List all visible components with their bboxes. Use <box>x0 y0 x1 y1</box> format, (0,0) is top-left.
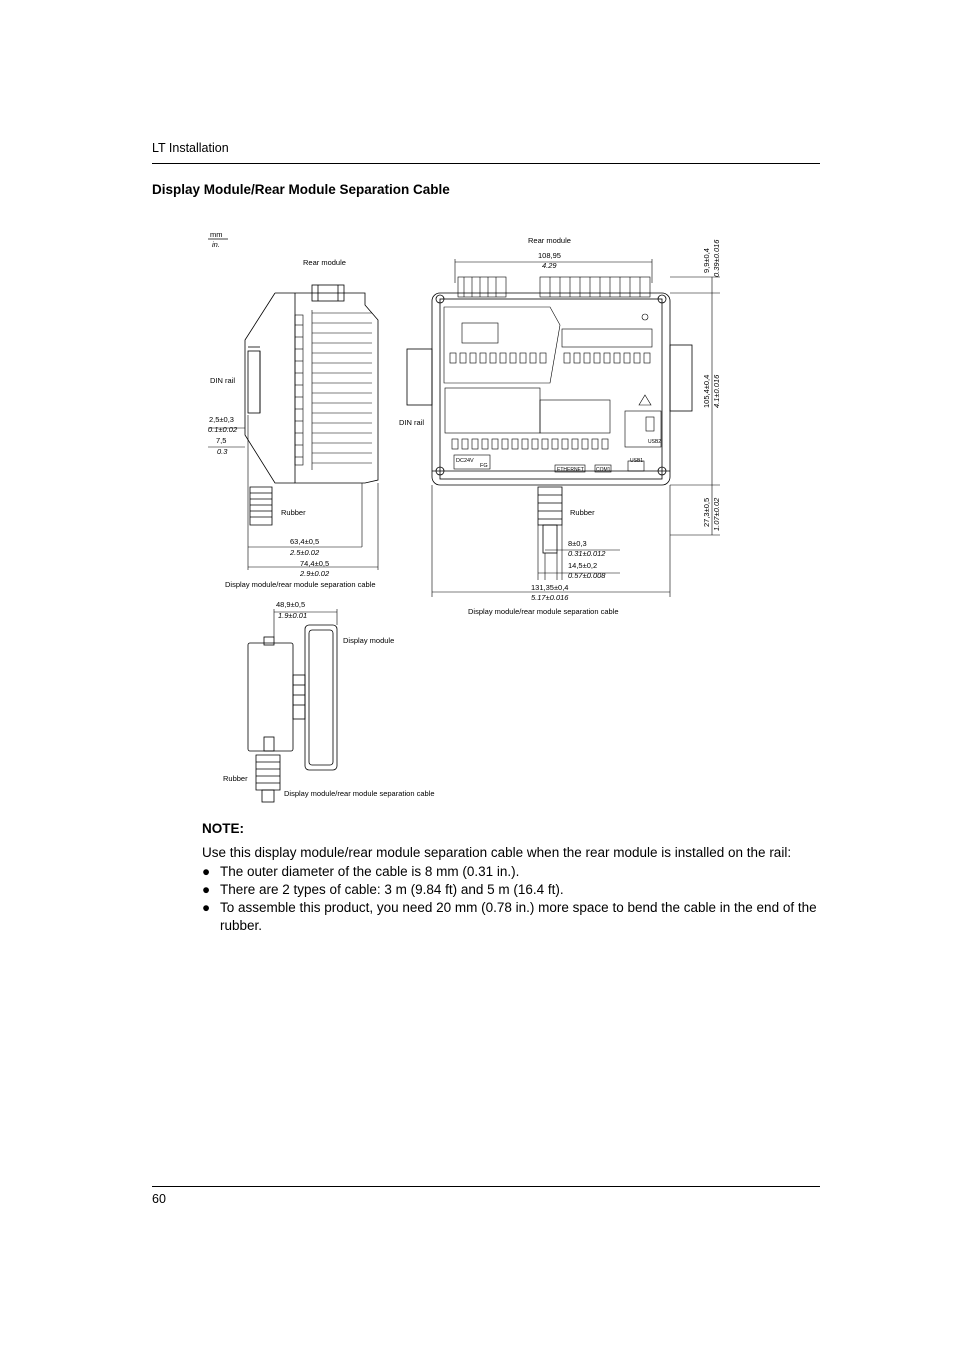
front-view-terminals <box>458 277 650 297</box>
footer-rule <box>152 1186 820 1187</box>
bullet-icon: ● <box>202 882 211 897</box>
list-item <box>202 881 822 899</box>
side-rubber-label: Rubber <box>281 508 306 517</box>
side-view-rubber <box>250 487 272 525</box>
section-heading: Display Module/Rear Module Separation Cable <box>152 182 450 197</box>
front-cable-in: 0.31±0.012 <box>568 549 606 558</box>
port-usb2-label: USB2 <box>648 439 662 445</box>
front-view-vents <box>444 307 661 472</box>
note-intro: Use this display module/rear module separation cable when the rear module is installed on the rail: <box>202 845 792 860</box>
bottom-rubber-label: Rubber <box>223 774 248 783</box>
list-item-text: There are 2 types of cable: 3 m (9.84 ft) and 5 m (16.4 ft). <box>220 882 564 897</box>
front-width-mm: 108,95 <box>538 251 561 260</box>
side-din-rail-label: DIN rail <box>210 376 236 385</box>
bottom-display-module-label: Display module <box>343 636 395 645</box>
front-din-rail-label: DIN rail <box>399 418 425 427</box>
front-height-mm: 105,4±0,4 <box>702 374 711 408</box>
front-top-in: 0.39±0.016 <box>712 239 721 277</box>
bottom-caption: Display module/rear module separation cable <box>284 789 435 798</box>
side-dim1-in: 0.1±0.02 <box>208 425 238 434</box>
header-rule <box>152 163 820 164</box>
front-height-in: 4.1±0.016 <box>712 374 721 408</box>
side-dim3-mm: 63,4±0,5 <box>290 537 320 546</box>
front-top-mm: 9,9±0,4 <box>702 248 711 273</box>
unit-in-label: in. <box>212 240 220 249</box>
dimension-drawing-svg <box>200 225 740 805</box>
port-ethernet-label: ETHERNET <box>557 467 584 473</box>
front-view-outline <box>407 293 692 485</box>
note-list <box>202 863 822 935</box>
front-width-in: 4.29 <box>542 261 557 270</box>
side-rear-module-label: Rear module <box>303 258 346 267</box>
side-dim4-mm: 74,4±0,5 <box>300 559 330 568</box>
bottom-dim-in: 1.9±0.01 <box>278 611 308 620</box>
bullet-icon: ● <box>202 864 211 879</box>
unit-mm-label: mm <box>210 230 223 239</box>
front-cable-mm: 8±0,3 <box>568 539 587 548</box>
front-caption: Display module/rear module separation cable <box>468 607 619 616</box>
front-total-mm: 131,35±0,4 <box>531 583 569 592</box>
front-rubber-mm: 14,5±0,2 <box>568 561 598 570</box>
list-item <box>202 863 822 881</box>
bottom-view-rubber <box>256 755 280 802</box>
note-heading: NOTE: <box>202 821 244 836</box>
front-rubber-in: 0.57±0.008 <box>568 571 606 580</box>
page-number: 60 <box>152 1192 166 1206</box>
running-header: LT Installation <box>152 141 229 155</box>
side-dim1-mm: 2,5±0,3 <box>209 415 234 424</box>
side-view-dimension-lines <box>208 415 378 570</box>
dimension-drawing <box>200 225 740 805</box>
front-rear-module-label: Rear module <box>528 236 571 245</box>
side-dim2-mm: 7,5 <box>216 436 227 445</box>
bottom-dim-mm: 48,9±0,5 <box>276 600 306 609</box>
port-com1-label: COM1 <box>596 467 611 473</box>
side-caption: Display module/rear module separation cable <box>225 580 376 589</box>
bullet-icon: ● <box>202 900 211 915</box>
list-item-text: To assemble this product, you need 20 mm (0.78 in.) more space to bend the cable in the end of the rubber. <box>220 900 817 933</box>
front-bottom-in: 1.07±0.02 <box>712 497 721 531</box>
port-usb1-label: USB1 <box>630 458 644 464</box>
front-bottom-mm: 27,3±0,5 <box>702 497 711 527</box>
side-view-fins <box>295 310 372 470</box>
side-dim3-in: 2.5±0.02 <box>290 548 320 557</box>
port-dc-label: DC24V <box>456 458 474 464</box>
front-total-in: 5.17±0.016 <box>531 593 569 602</box>
front-rubber-label: Rubber <box>570 508 595 517</box>
side-dim2-in: 0.3 <box>217 447 228 456</box>
bottom-view-outline <box>248 625 337 770</box>
side-dim4-in: 2.9±0.02 <box>300 569 330 578</box>
list-item <box>202 899 822 935</box>
port-fg-label: FG <box>480 463 488 469</box>
list-item-text: The outer diameter of the cable is 8 mm (0.31 in.). <box>220 864 520 879</box>
front-view-rubber <box>538 487 562 553</box>
